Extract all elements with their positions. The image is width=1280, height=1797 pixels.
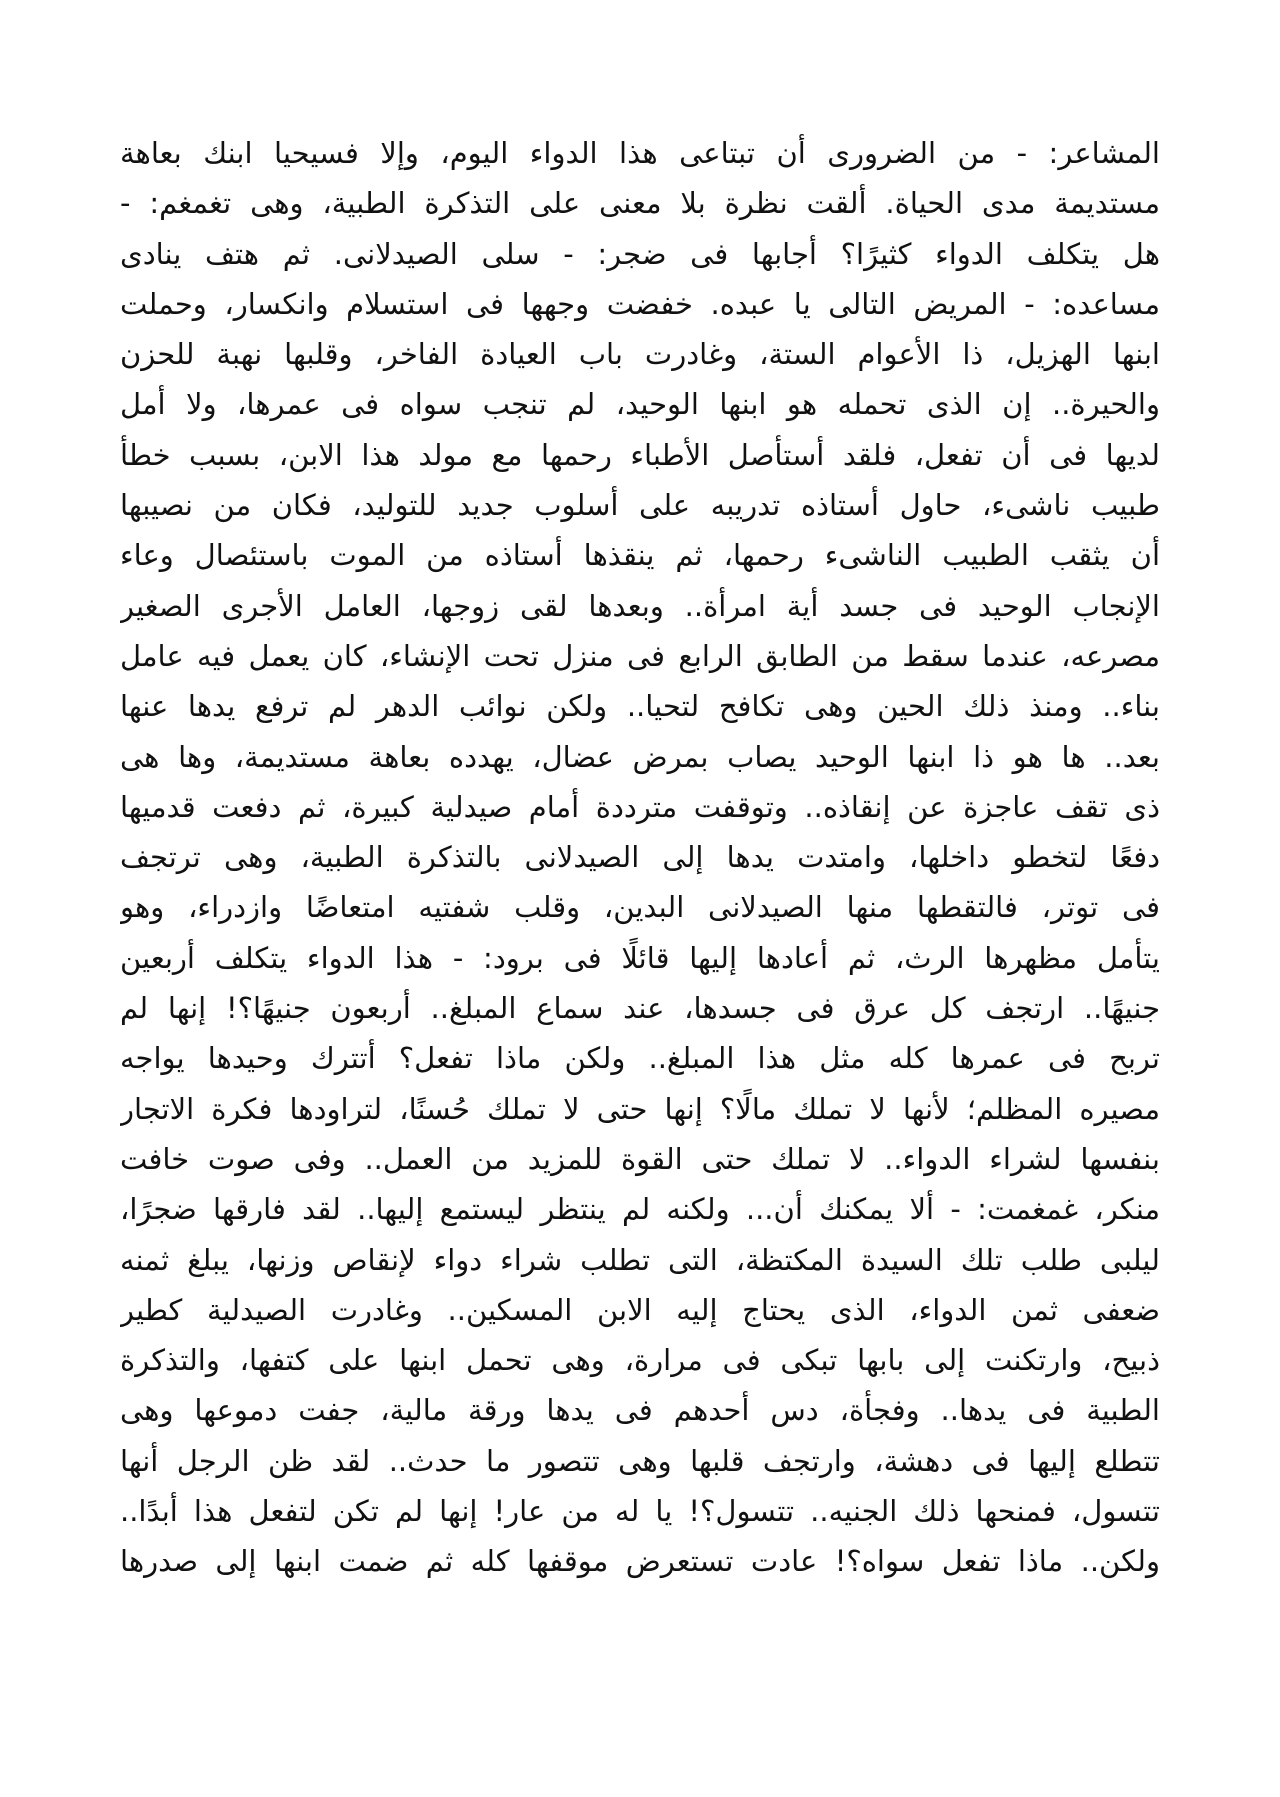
text-line: جنيهًا.. ارتجف كل عرق فى جسدها، عند سماع المبلغ.. أربعون جنيهًا؟! إنها لم: [120, 991, 1160, 1026]
text-line: منكر، غمغمت: - ألا يمكنك أن... ولكنه لم ينتظر ليستمع إليها.. لقد فارقها ضجرًا،: [120, 1192, 1160, 1227]
text-line: تربح فى عمرها كله مثل هذا المبلغ.. ولكن ماذا تفعل؟ أتترك وحيدها يواجه: [120, 1041, 1160, 1076]
text-line: هل يتكلف الدواء كثيرًا؟ أجابها فى ضجر: - سلى الصيدلانى. ثم هتف ينادى: [120, 236, 1160, 271]
text-line: المشاعر: - من الضرورى أن تبتاعى هذا الدواء اليوم، وإلا فسيحيا ابنك بعاهة: [120, 136, 1160, 170]
text-line: بناء.. ومنذ ذلك الحين وهى تكافح لتحيا.. ولكن نوائب الدهر لم ترفع يدها عنها: [120, 689, 1160, 724]
text-line: لديها فى أن تفعل، فلقد أستأصل الأطباء رحمها مع مولد هذا الابن، بسبب خطأ: [120, 437, 1160, 472]
text-line: أن يثقب الطبيب الناشىء رحمها، ثم ينقذها أستاذه من الموت باستئصال وعاء: [120, 538, 1160, 573]
text-line: والحيرة.. إن الذى تحمله هو ابنها الوحيد، لم تنجب سواه فى عمرها، ولا أمل: [120, 387, 1160, 422]
text-line: ليلبى طلب تلك السيدة المكتظة، التى تطلب شراء دواء لإنقاص وزنها، يبلغ ثمنه: [120, 1242, 1160, 1277]
text-line: مستديمة مدى الحياة. ألقت نظرة بلا معنى على التذكرة الطبية، وهى تغمغم: -: [120, 186, 1160, 221]
text-line: بعد.. ها هو ذا ابنها الوحيد يصاب بمرض عضال، يهدده بعاهة مستديمة، وها هى: [120, 739, 1160, 774]
text-line: ولكن.. ماذا تفعل سواه؟! عادت تستعرض موقفها كله ثم ضمت ابنها إلى صدرها: [120, 1544, 1160, 1579]
text-line: الإنجاب الوحيد فى جسد أية امرأة.. وبعدها لقى زوجها، العامل الأجرى الصغير: [120, 588, 1160, 623]
text-line: مصرعه، عندما سقط من الطابق الرابع فى منزل تحت الإنشاء، كان يعمل فيه عامل: [120, 638, 1160, 673]
text-line: مصيره المظلم؛ لأنها لا تملك مالًا؟ إنها حتى لا تملك حُسنًا، لتراودها فكرة الاتجار: [120, 1091, 1160, 1126]
text-line: فى توتر، فالتقطها منها الصيدلانى البدين، وقلب شفتيه امتعاضًا وازدراء، وهو: [120, 890, 1160, 925]
text-line: ضعفى ثمن الدواء، الذى يحتاج إليه الابن المسكين.. وغادرت الصيدلية كطير: [120, 1292, 1160, 1327]
text-line: تتطلع إليها فى دهشة، وارتجف قلبها وهى تتصور ما حدث.. لقد ظن الرجل أنها: [120, 1443, 1160, 1478]
text-line: ذى تقف عاجزة عن إنقاذه.. وتوقفت مترددة أمام صيدلية كبيرة، ثم دفعت قدميها: [120, 789, 1160, 824]
text-line: مساعده: - المريض التالى يا عبده. خفضت وجهها فى استسلام وانكسار، وحملت: [120, 286, 1160, 321]
text-line: طبيب ناشىء، حاول أستاذه تدريبه على أسلوب جديد للتوليد، فكان من نصيبها: [120, 488, 1160, 523]
text-line: تتسول، فمنحها ذلك الجنيه.. تتسول؟! يا له من عار! إنها لم تكن لتفعل هذا أبدًا..: [120, 1494, 1160, 1529]
text-line: الطبية فى يدها.. وفجأة، دس أحدهم فى يدها ورقة مالية، جفت دموعها وهى: [120, 1393, 1160, 1428]
text-line: دفعًا لتخطو داخلها، وامتدت يدها إلى الصيدلانى بالتذكرة الطبية، وهى ترتجف: [120, 840, 1160, 875]
text-line: يتأمل مظهرها الرث، ثم أعادها إليها قائلًا فى برود: - هذا الدواء يتكلف أربعين: [120, 940, 1160, 975]
text-line: ابنها الهزيل، ذا الأعوام الستة، وغادرت باب العيادة الفاخر، وقلبها نهبة للحزن: [120, 337, 1160, 372]
text-line: بنفسها لشراء الدواء.. لا تملك حتى القوة للمزيد من العمل.. وفى صوت خافت: [120, 1141, 1160, 1176]
text-line: ذبيح، وارتكنت إلى بابها تبكى فى مرارة، وهى تحمل ابنها على كتفها، والتذكرة: [120, 1343, 1160, 1378]
body-text: [120, 128, 1160, 1587]
